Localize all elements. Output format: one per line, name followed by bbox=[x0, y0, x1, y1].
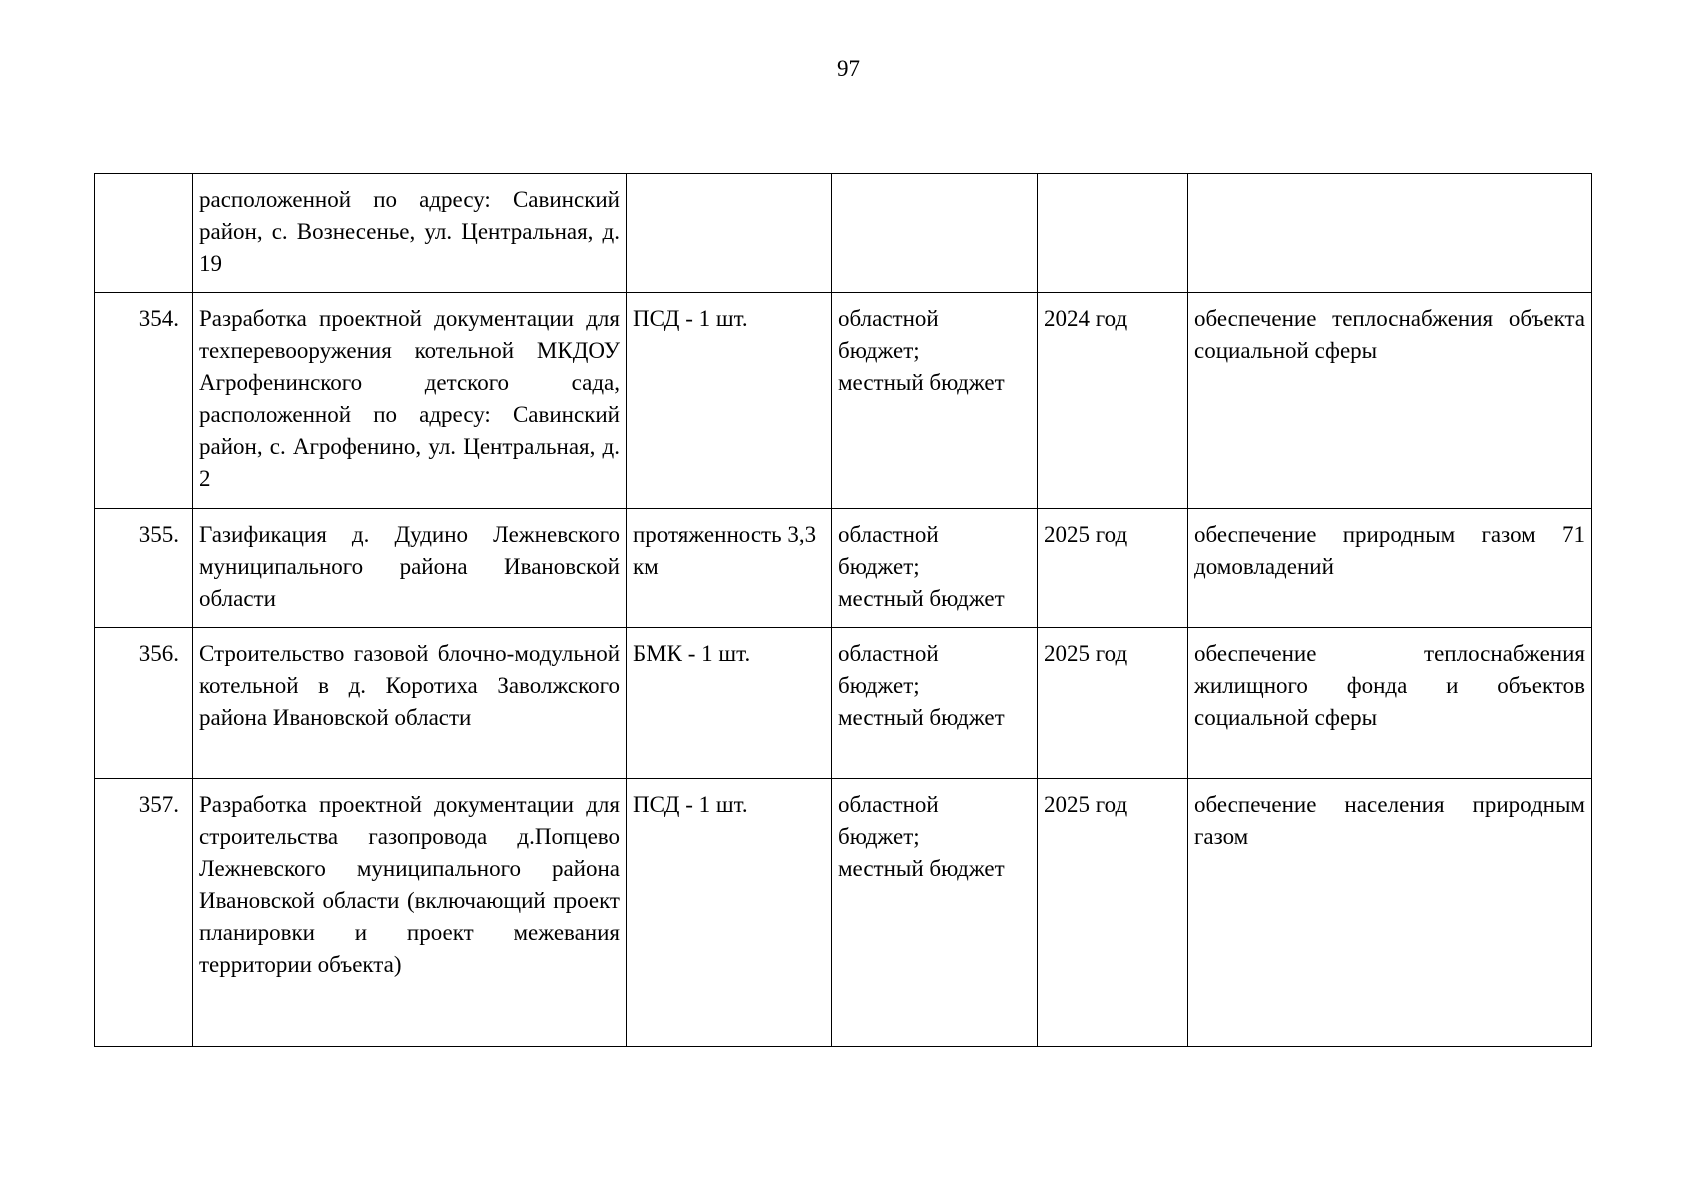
table-row bbox=[95, 174, 1592, 293]
measure-indicator: протяженность 3,3 км bbox=[627, 509, 832, 628]
funding-source-line: бюджет; bbox=[838, 338, 920, 363]
row-number: 356. bbox=[95, 628, 193, 779]
funding-source-line: областной bbox=[838, 522, 939, 547]
funding-source-line: бюджет; bbox=[838, 554, 920, 579]
measure-indicator bbox=[627, 174, 832, 293]
expected-result: обеспечение природным газом 71 домовладений bbox=[1188, 509, 1592, 628]
implementation-period: 2025 год bbox=[1038, 628, 1188, 779]
measure-indicator: ПСД - 1 шт. bbox=[627, 779, 832, 1047]
measures-table bbox=[94, 173, 1592, 1047]
implementation-period: 2025 год bbox=[1038, 509, 1188, 628]
funding-source-line: областной bbox=[838, 641, 939, 666]
funding-source-line: местный бюджет bbox=[838, 856, 1005, 881]
measure-name: расположенной по адресу: Савинский район, с. Вознесенье, ул. Центральная, д. 19 bbox=[193, 174, 627, 293]
row-number bbox=[95, 174, 193, 293]
table-row bbox=[95, 293, 1592, 509]
table-row bbox=[95, 779, 1592, 1047]
funding-source bbox=[832, 509, 1038, 628]
expected-result: обеспечение населения природным газом bbox=[1188, 779, 1592, 1047]
funding-source-line: областной bbox=[838, 306, 939, 331]
measure-name: Разработка проектной документации для техперевооружения котельной МКДОУ Агрофенинского детского сада, расположенной по адресу: Савинский район, с. Агрофенино, ул. Центральная, д. 2 bbox=[193, 293, 627, 509]
funding-source bbox=[832, 628, 1038, 779]
measure-name: Газификация д. Дудино Лежневского муниципального района Ивановской области bbox=[193, 509, 627, 628]
measure-indicator: БМК - 1 шт. bbox=[627, 628, 832, 779]
page-number: 97 bbox=[837, 56, 860, 81]
measure-indicator: ПСД - 1 шт. bbox=[627, 293, 832, 509]
expected-result bbox=[1188, 174, 1592, 293]
funding-source-line: бюджет; bbox=[838, 673, 920, 698]
funding-source-line: областной bbox=[838, 792, 939, 817]
funding-source-line: бюджет; bbox=[838, 824, 920, 849]
implementation-period bbox=[1038, 174, 1188, 293]
row-number: 354. bbox=[95, 293, 193, 509]
expected-result: обеспечение теплоснабжения объекта социальной сферы bbox=[1188, 293, 1592, 509]
measure-name: Строительство газовой блочно-модульной котельной в д. Коротиха Заволжского района Ивановской области bbox=[193, 628, 627, 779]
funding-source bbox=[832, 293, 1038, 509]
funding-source-line: местный бюджет bbox=[838, 370, 1005, 395]
row-number: 355. bbox=[95, 509, 193, 628]
funding-source-line: местный бюджет bbox=[838, 705, 1005, 730]
expected-result: обеспечение теплоснабжения жилищного фонда и объектов социальной сферы bbox=[1188, 628, 1592, 779]
measure-name: Разработка проектной документации для строительства газопровода д.Попцево Лежневского муниципального района Ивановской области (включающий проект планировки и проект межевания территории объекта) bbox=[193, 779, 627, 1047]
table-row bbox=[95, 628, 1592, 779]
table-row bbox=[95, 509, 1592, 628]
implementation-period: 2025 год bbox=[1038, 779, 1188, 1047]
funding-source-line: местный бюджет bbox=[838, 586, 1005, 611]
funding-source bbox=[832, 779, 1038, 1047]
implementation-period: 2024 год bbox=[1038, 293, 1188, 509]
funding-source bbox=[832, 174, 1038, 293]
row-number: 357. bbox=[95, 779, 193, 1047]
